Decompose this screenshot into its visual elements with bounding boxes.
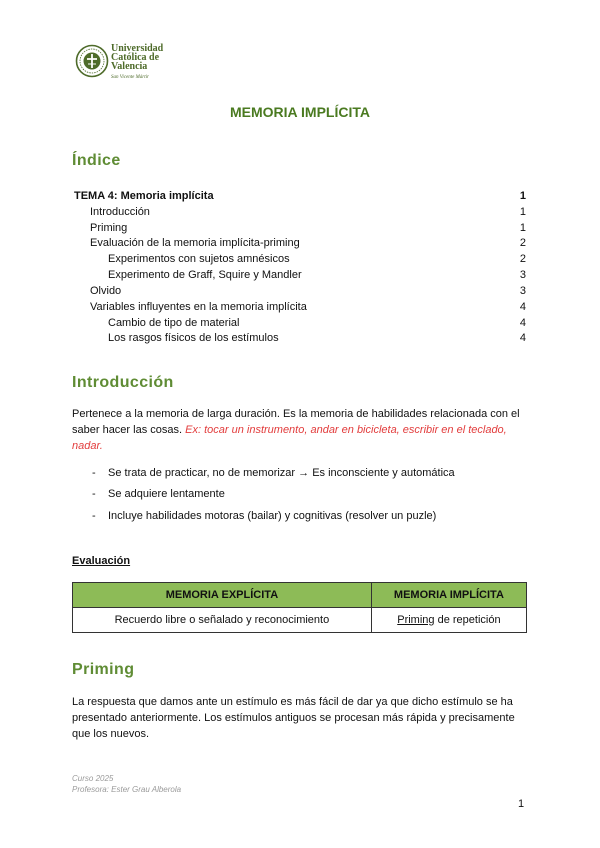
list-item: - Se adquiere lentamente — [92, 488, 225, 500]
toc-entry-label: Variables influyentes en la memoria implícita — [90, 301, 307, 313]
footer-teacher: Profesora: Ester Grau Alberola — [72, 785, 182, 794]
toc-entry-label: Olvido — [90, 285, 122, 297]
toc-entry-page: 1 — [519, 206, 526, 218]
priming-suffix: de repetición — [434, 614, 501, 626]
intro-paragraph — [72, 406, 530, 454]
logo-line-4: San Vicente Mártir — [111, 75, 149, 80]
toc-entry-page: 2 — [519, 237, 526, 249]
toc-entry[interactable] — [74, 206, 526, 222]
priming-paragraph: La respuesta que damos ante un estímulo es más fácil de dar ya que dicho estímulo se ha presentado anteriormente. Los estímulos antiguos se procesan más rápida y precisamente que los nuevos. — [72, 696, 515, 740]
logo-line-1: Universidad — [111, 43, 164, 54]
toc-entry-page: 1 — [519, 190, 526, 202]
bullet-text: Se adquiere lentamente — [108, 488, 225, 500]
toc-entry-label: Priming — [90, 222, 128, 234]
university-seal-icon — [75, 44, 109, 78]
toc-entry-label: Los rasgos físicos de los estímulos — [108, 332, 279, 344]
toc-entry-label: Introducción — [90, 206, 150, 218]
university-name — [111, 44, 163, 82]
toc-entry-page: 4 — [519, 317, 526, 329]
priming-heading: Priming — [72, 661, 135, 678]
toc-entry[interactable] — [74, 222, 526, 238]
table-cell-implicit — [371, 608, 526, 633]
footer-course: Curso 2025 — [72, 774, 114, 783]
toc-entry-page: 4 — [519, 301, 526, 313]
toc-entry[interactable] — [74, 269, 526, 285]
toc-entry-page: 1 — [519, 222, 526, 234]
logo-line-3: Valencia — [111, 61, 148, 72]
toc-entry[interactable] — [74, 301, 526, 317]
toc-entry[interactable] — [74, 285, 526, 301]
intro-text: Pertenece a la memoria de larga duración. Es la memoria de habilidades relacionada con el saber hacer las cosas. — [72, 408, 520, 436]
evaluation-heading: Evaluación — [72, 555, 131, 567]
bullet-text: Incluye habilidades motoras (bailar) y cognitivas (resolver un puzle) — [108, 510, 437, 522]
toc-entry-label: Experimentos con sujetos amnésicos — [108, 253, 290, 265]
toc-entry[interactable] — [74, 332, 526, 348]
comparison-table — [72, 582, 527, 633]
toc-entry-label: TEMA 4: Memoria implícita — [74, 190, 214, 202]
toc-entry-label: Evaluación de la memoria implícita-priming — [90, 237, 300, 249]
intro-example: Ex: tocar un instrumento, andar en bicicleta, escribir en el teclado, nadar. — [72, 424, 507, 452]
toc-entry[interactable] — [74, 190, 526, 206]
toc-entry-page: 3 — [519, 269, 526, 281]
index-heading: Índice — [72, 152, 121, 169]
toc-entry-page: 3 — [519, 285, 526, 297]
toc-entry-page: 2 — [519, 253, 526, 265]
page-number: 1 — [518, 798, 525, 810]
list-item: - Se trata de practicar, no de memorizar → Es inconsciente y automática — [92, 467, 455, 479]
logo-line-2: Católica de — [111, 52, 160, 63]
document-title: MEMORIA IMPLÍCITA — [230, 104, 370, 120]
bullet-text: Se trata de practicar, no de memorizar → Es inconsciente y automática — [108, 467, 455, 479]
toc-entry[interactable] — [74, 237, 526, 253]
table-cell-explicit: Recuerdo libre o señalado y reconocimiento — [73, 608, 372, 633]
table-header-explicit: MEMORIA EXPLÍCITA — [73, 583, 372, 608]
toc-entry-page: 4 — [519, 332, 526, 344]
toc-entry-label: Cambio de tipo de material — [108, 317, 240, 329]
table-header-implicit: MEMORIA IMPLÍCITA — [371, 583, 526, 608]
toc-entry[interactable] — [74, 253, 526, 269]
toc-entry-label: Experimento de Graff, Squire y Mandler — [108, 269, 302, 281]
university-logo — [75, 44, 109, 83]
intro-heading: Introducción — [72, 374, 174, 391]
list-item: - Incluye habilidades motoras (bailar) y cognitivas (resolver un puzle) — [92, 510, 437, 522]
toc-entry[interactable] — [74, 317, 526, 333]
priming-term: Priming — [397, 614, 435, 626]
page-footer — [72, 773, 181, 795]
table-row — [73, 608, 527, 633]
